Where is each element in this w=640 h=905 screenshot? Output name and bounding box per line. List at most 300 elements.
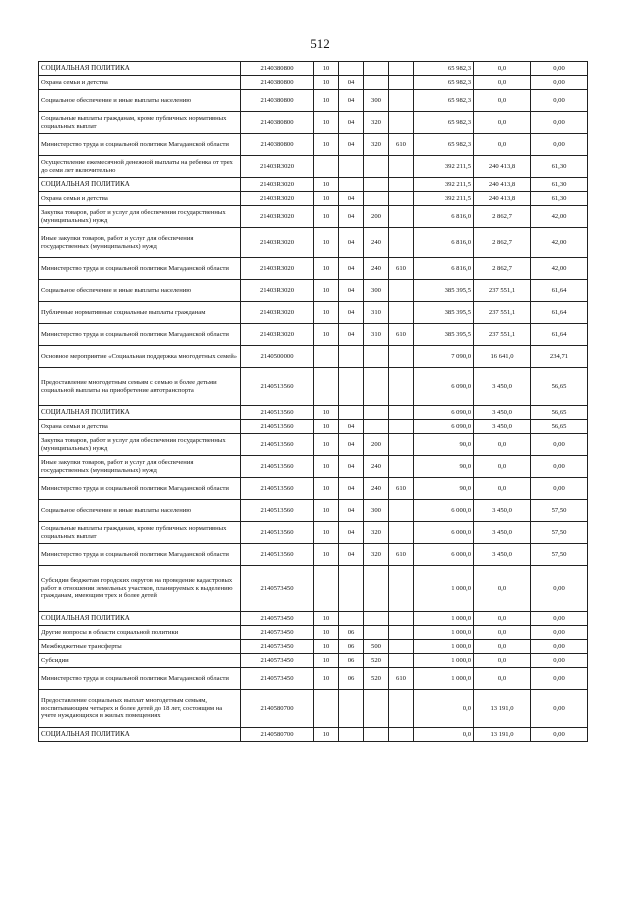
row-ministry-code [389,500,414,522]
row-actual-amount: 0,0 [474,626,531,640]
row-ministry-code [389,156,414,178]
row-subsection [339,406,364,420]
row-plan-amount: 1 000,0 [414,566,474,612]
row-name: Социальное обеспечение и иные выплаты населению [39,500,241,522]
row-subsection: 04 [339,434,364,456]
row-actual-amount: 2 862,7 [474,258,531,280]
row-percent: 234,71 [531,346,588,368]
row-plan-amount: 6 000,0 [414,500,474,522]
row-percent: 0,00 [531,566,588,612]
row-ministry-code [389,728,414,742]
row-ministry-code [389,90,414,112]
row-code: 2140580700 [241,728,314,742]
row-name: Министерство труда и социальной политики Магаданской области [39,324,241,346]
row-actual-amount: 13 191,0 [474,728,531,742]
row-expense-type [364,178,389,192]
row-subsection [339,612,364,626]
row-actual-amount: 0,0 [474,434,531,456]
row-plan-amount: 6 090,0 [414,406,474,420]
row-actual-amount: 3 450,0 [474,406,531,420]
row-ministry-code: 610 [389,544,414,566]
row-expense-type: 240 [364,258,389,280]
row-plan-amount: 6 000,0 [414,522,474,544]
row-percent: 61,30 [531,192,588,206]
row-ministry-code [389,420,414,434]
row-expense-type [364,62,389,76]
row-subsection: 06 [339,668,364,690]
row-expense-type [364,156,389,178]
row-expense-type: 320 [364,522,389,544]
row-plan-amount: 65 982,3 [414,90,474,112]
row-expense-type [364,728,389,742]
row-ministry-code: 610 [389,134,414,156]
row-ministry-code [389,640,414,654]
row-percent: 0,00 [531,478,588,500]
row-ministry-code [389,522,414,544]
table-row [39,346,588,368]
row-plan-amount: 65 982,3 [414,112,474,134]
row-ministry-code: 610 [389,478,414,500]
row-actual-amount: 0,0 [474,640,531,654]
row-plan-amount: 6 816,0 [414,206,474,228]
row-section: 10 [314,90,339,112]
row-code: 2140513560 [241,406,314,420]
row-plan-amount: 90,0 [414,456,474,478]
row-actual-amount: 0,0 [474,90,531,112]
row-percent: 61,64 [531,324,588,346]
row-section: 10 [314,456,339,478]
row-actual-amount: 3 450,0 [474,522,531,544]
row-expense-type: 520 [364,654,389,668]
row-ministry-code [389,626,414,640]
row-section: 10 [314,324,339,346]
row-ministry-code [389,112,414,134]
row-percent: 56,65 [531,368,588,406]
table-row [39,544,588,566]
row-percent: 0,00 [531,62,588,76]
row-subsection: 06 [339,626,364,640]
row-percent: 0,00 [531,654,588,668]
row-expense-type: 240 [364,228,389,258]
table-row [39,206,588,228]
row-plan-amount: 6 090,0 [414,420,474,434]
row-code: 2140513560 [241,478,314,500]
row-plan-amount: 1 000,0 [414,612,474,626]
row-expense-type: 200 [364,434,389,456]
table-row [39,690,588,728]
row-name: СОЦИАЛЬНАЯ ПОЛИТИКА [39,406,241,420]
row-code: 2140500000 [241,346,314,368]
row-actual-amount: 13 191,0 [474,690,531,728]
row-percent: 56,65 [531,420,588,434]
row-subsection [339,178,364,192]
row-name: Социальные выплаты гражданам, кроме публичных нормативных социальных выплат [39,522,241,544]
row-name: Основное мероприятие «Социальная поддержка многодетных семей» [39,346,241,368]
row-plan-amount: 1 000,0 [414,626,474,640]
row-section: 10 [314,420,339,434]
table-row [39,406,588,420]
row-expense-type [364,76,389,90]
row-plan-amount: 6 816,0 [414,258,474,280]
row-code: 2140513560 [241,456,314,478]
row-percent: 0,00 [531,728,588,742]
row-name: СОЦИАЛЬНАЯ ПОЛИТИКА [39,62,241,76]
page-number: 512 [310,36,330,51]
table-row [39,302,588,324]
row-ministry-code [389,654,414,668]
row-plan-amount: 65 982,3 [414,62,474,76]
row-expense-type [364,690,389,728]
row-actual-amount: 2 862,7 [474,228,531,258]
row-percent: 42,00 [531,206,588,228]
row-ministry-code [389,178,414,192]
row-name: Охрана семьи и детства [39,420,241,434]
row-expense-type: 520 [364,668,389,690]
row-subsection: 04 [339,522,364,544]
row-plan-amount: 6 000,0 [414,544,474,566]
row-percent: 57,50 [531,500,588,522]
row-expense-type: 240 [364,478,389,500]
table-row [39,640,588,654]
row-code: 2140380800 [241,112,314,134]
row-ministry-code [389,566,414,612]
table-row [39,434,588,456]
row-percent: 61,30 [531,178,588,192]
row-expense-type [364,626,389,640]
row-plan-amount: 65 982,3 [414,76,474,90]
row-section: 10 [314,640,339,654]
row-actual-amount: 0,0 [474,478,531,500]
row-subsection: 04 [339,280,364,302]
row-ministry-code [389,62,414,76]
row-ministry-code [389,346,414,368]
row-code: 2140513560 [241,500,314,522]
row-section: 10 [314,62,339,76]
row-subsection: 04 [339,500,364,522]
row-name: Социальное обеспечение и иные выплаты населению [39,90,241,112]
row-section: 10 [314,206,339,228]
row-percent: 0,00 [531,112,588,134]
row-ministry-code [389,368,414,406]
row-actual-amount: 240 413,8 [474,156,531,178]
row-percent: 0,00 [531,134,588,156]
row-name: Субсидии бюджетам городских округов на проведение кадастровых работ в отношении земельных участков, планируемых к выделению гражданам, имеющим трех и более детей [39,566,241,612]
row-percent: 57,50 [531,522,588,544]
row-actual-amount: 3 450,0 [474,420,531,434]
row-plan-amount: 90,0 [414,478,474,500]
row-expense-type: 500 [364,640,389,654]
row-ministry-code [389,228,414,258]
row-name: Министерство труда и социальной политики Магаданской области [39,478,241,500]
row-actual-amount: 240 413,8 [474,178,531,192]
row-actual-amount: 0,0 [474,76,531,90]
table-row [39,728,588,742]
row-expense-type: 310 [364,324,389,346]
row-ministry-code [389,192,414,206]
row-subsection [339,368,364,406]
row-section: 10 [314,406,339,420]
row-plan-amount: 385 395,5 [414,280,474,302]
row-code: 2140513560 [241,522,314,544]
row-percent: 0,00 [531,90,588,112]
row-subsection [339,728,364,742]
row-section: 10 [314,612,339,626]
row-percent: 0,00 [531,434,588,456]
row-name: Министерство труда и социальной политики Магаданской области [39,668,241,690]
row-name: Предоставление многодетным семьям с семью и более детьми социальной выплаты на приобретение автотранспорта [39,368,241,406]
row-actual-amount: 237 551,1 [474,302,531,324]
row-expense-type: 200 [364,206,389,228]
row-ministry-code [389,612,414,626]
row-subsection: 04 [339,324,364,346]
row-plan-amount: 1 000,0 [414,668,474,690]
row-code: 21403R3020 [241,192,314,206]
row-section: 10 [314,192,339,206]
row-expense-type: 300 [364,500,389,522]
table-row [39,258,588,280]
row-percent: 0,00 [531,668,588,690]
row-name: Министерство труда и социальной политики Магаданской области [39,134,241,156]
row-subsection: 04 [339,90,364,112]
row-expense-type [364,612,389,626]
row-code: 2140573450 [241,640,314,654]
table-row [39,368,588,406]
table-row [39,134,588,156]
row-name: Осуществление ежемесячной денежной выплаты на ребенка от трех до семи лет включительно [39,156,241,178]
row-name: Субсидии [39,654,241,668]
row-subsection: 04 [339,76,364,90]
row-subsection: 04 [339,478,364,500]
row-expense-type: 240 [364,456,389,478]
table-row [39,612,588,626]
row-actual-amount: 237 551,1 [474,324,531,346]
row-expense-type: 320 [364,544,389,566]
row-code: 2140380800 [241,62,314,76]
row-ministry-code [389,690,414,728]
table-row [39,192,588,206]
row-percent: 57,50 [531,544,588,566]
row-section [314,156,339,178]
row-code: 21403R3020 [241,206,314,228]
row-subsection [339,346,364,368]
row-plan-amount: 7 090,0 [414,346,474,368]
row-expense-type [364,346,389,368]
row-subsection: 06 [339,640,364,654]
row-subsection: 04 [339,456,364,478]
row-name: Публичные нормативные социальные выплаты гражданам [39,302,241,324]
row-name: Закупка товаров, работ и услуг для обеспечения государственных (муниципальных) нужд [39,206,241,228]
row-actual-amount: 3 450,0 [474,544,531,566]
row-expense-type: 320 [364,112,389,134]
row-plan-amount: 385 395,5 [414,324,474,346]
row-code: 2140573450 [241,626,314,640]
row-name: Министерство труда и социальной политики Магаданской области [39,258,241,280]
row-ministry-code: 610 [389,324,414,346]
table-row [39,324,588,346]
table-row [39,566,588,612]
row-section: 10 [314,434,339,456]
row-plan-amount: 392 211,5 [414,192,474,206]
row-plan-amount: 6 090,0 [414,368,474,406]
table-row [39,280,588,302]
row-actual-amount: 237 551,1 [474,280,531,302]
row-actual-amount: 240 413,8 [474,192,531,206]
row-subsection: 04 [339,420,364,434]
row-percent: 0,00 [531,612,588,626]
row-percent: 61,30 [531,156,588,178]
row-actual-amount: 0,0 [474,612,531,626]
row-code: 2140380800 [241,76,314,90]
row-expense-type [364,566,389,612]
row-section [314,346,339,368]
row-ministry-code [389,76,414,90]
row-code: 2140513560 [241,420,314,434]
row-code: 21403R3020 [241,156,314,178]
row-name: Иные закупки товаров, работ и услуг для обеспечения государственных (муниципальных) нужд [39,228,241,258]
row-section: 10 [314,112,339,134]
row-expense-type [364,192,389,206]
row-code: 21403R3020 [241,280,314,302]
row-section: 10 [314,258,339,280]
row-section: 10 [314,500,339,522]
row-section: 10 [314,280,339,302]
row-percent: 61,64 [531,280,588,302]
row-name: Министерство труда и социальной политики Магаданской области [39,544,241,566]
row-code: 21403R3020 [241,228,314,258]
row-actual-amount: 0,0 [474,654,531,668]
row-code: 21403R3020 [241,302,314,324]
table-row [39,420,588,434]
row-plan-amount: 0,0 [414,728,474,742]
row-code: 2140380800 [241,90,314,112]
row-plan-amount: 1 000,0 [414,654,474,668]
row-percent: 0,00 [531,640,588,654]
row-actual-amount: 0,0 [474,134,531,156]
row-subsection: 04 [339,544,364,566]
table-row [39,156,588,178]
row-name: Охрана семьи и детства [39,76,241,90]
row-percent: 0,00 [531,456,588,478]
table-row [39,500,588,522]
row-name: Социальное обеспечение и иные выплаты населению [39,280,241,302]
row-section: 10 [314,178,339,192]
row-section: 10 [314,668,339,690]
row-code: 2140513560 [241,368,314,406]
row-name: Социальные выплаты гражданам, кроме публичных нормативных социальных выплат [39,112,241,134]
row-code: 2140513560 [241,434,314,456]
row-ministry-code: 610 [389,258,414,280]
row-section [314,566,339,612]
row-plan-amount: 0,0 [414,690,474,728]
row-expense-type [364,406,389,420]
table-row [39,228,588,258]
row-subsection [339,690,364,728]
row-subsection: 04 [339,302,364,324]
row-actual-amount: 2 862,7 [474,206,531,228]
row-name: СОЦИАЛЬНАЯ ПОЛИТИКА [39,728,241,742]
row-expense-type: 300 [364,280,389,302]
row-ministry-code [389,406,414,420]
table-row [39,112,588,134]
row-percent: 42,00 [531,228,588,258]
row-percent: 42,00 [531,258,588,280]
row-subsection: 06 [339,654,364,668]
row-subsection: 04 [339,228,364,258]
budget-table [38,61,588,742]
row-name: Другие вопросы в области социальной политики [39,626,241,640]
row-expense-type [364,368,389,406]
row-plan-amount: 385 395,5 [414,302,474,324]
row-plan-amount: 90,0 [414,434,474,456]
row-actual-amount: 0,0 [474,566,531,612]
row-section: 10 [314,728,339,742]
row-actual-amount: 0,0 [474,456,531,478]
row-name: Предоставление социальных выплат многодетным семьям, воспитывающим четырех и более детей до 18 лет, состоящим на учете нуждающихся в жилых помещениях [39,690,241,728]
row-code: 2140380800 [241,134,314,156]
row-actual-amount: 0,0 [474,112,531,134]
row-subsection [339,566,364,612]
row-code: 21403R3020 [241,324,314,346]
table-row [39,178,588,192]
table-row [39,76,588,90]
row-name: СОЦИАЛЬНАЯ ПОЛИТИКА [39,612,241,626]
row-subsection: 04 [339,206,364,228]
row-code: 2140573450 [241,612,314,626]
row-section [314,368,339,406]
row-plan-amount: 392 211,5 [414,156,474,178]
row-ministry-code [389,456,414,478]
row-percent: 61,64 [531,302,588,324]
table-row [39,90,588,112]
row-name: Межбюджетные трансферты [39,640,241,654]
row-actual-amount: 0,0 [474,668,531,690]
row-section: 10 [314,134,339,156]
row-ministry-code [389,302,414,324]
table-row [39,654,588,668]
row-actual-amount: 16 641,0 [474,346,531,368]
row-plan-amount: 6 816,0 [414,228,474,258]
table-row [39,522,588,544]
table-row [39,478,588,500]
row-plan-amount: 65 982,3 [414,134,474,156]
row-subsection: 04 [339,258,364,280]
table-row [39,456,588,478]
row-ministry-code [389,280,414,302]
row-code: 21403R3020 [241,178,314,192]
row-section: 10 [314,654,339,668]
table-row [39,626,588,640]
row-actual-amount: 3 450,0 [474,368,531,406]
row-section: 10 [314,522,339,544]
row-section: 10 [314,544,339,566]
row-percent: 56,65 [531,406,588,420]
row-subsection: 04 [339,192,364,206]
row-actual-amount: 0,0 [474,62,531,76]
row-percent: 0,00 [531,690,588,728]
row-section: 10 [314,478,339,500]
row-section: 10 [314,302,339,324]
table-row [39,668,588,690]
row-subsection: 04 [339,134,364,156]
row-plan-amount: 1 000,0 [414,640,474,654]
row-expense-type: 310 [364,302,389,324]
row-name: Закупка товаров, работ и услуг для обеспечения государственных (муниципальных) нужд [39,434,241,456]
row-code: 2140573450 [241,654,314,668]
row-section: 10 [314,626,339,640]
row-name: Охрана семьи и детства [39,192,241,206]
row-expense-type: 300 [364,90,389,112]
row-subsection: 04 [339,112,364,134]
